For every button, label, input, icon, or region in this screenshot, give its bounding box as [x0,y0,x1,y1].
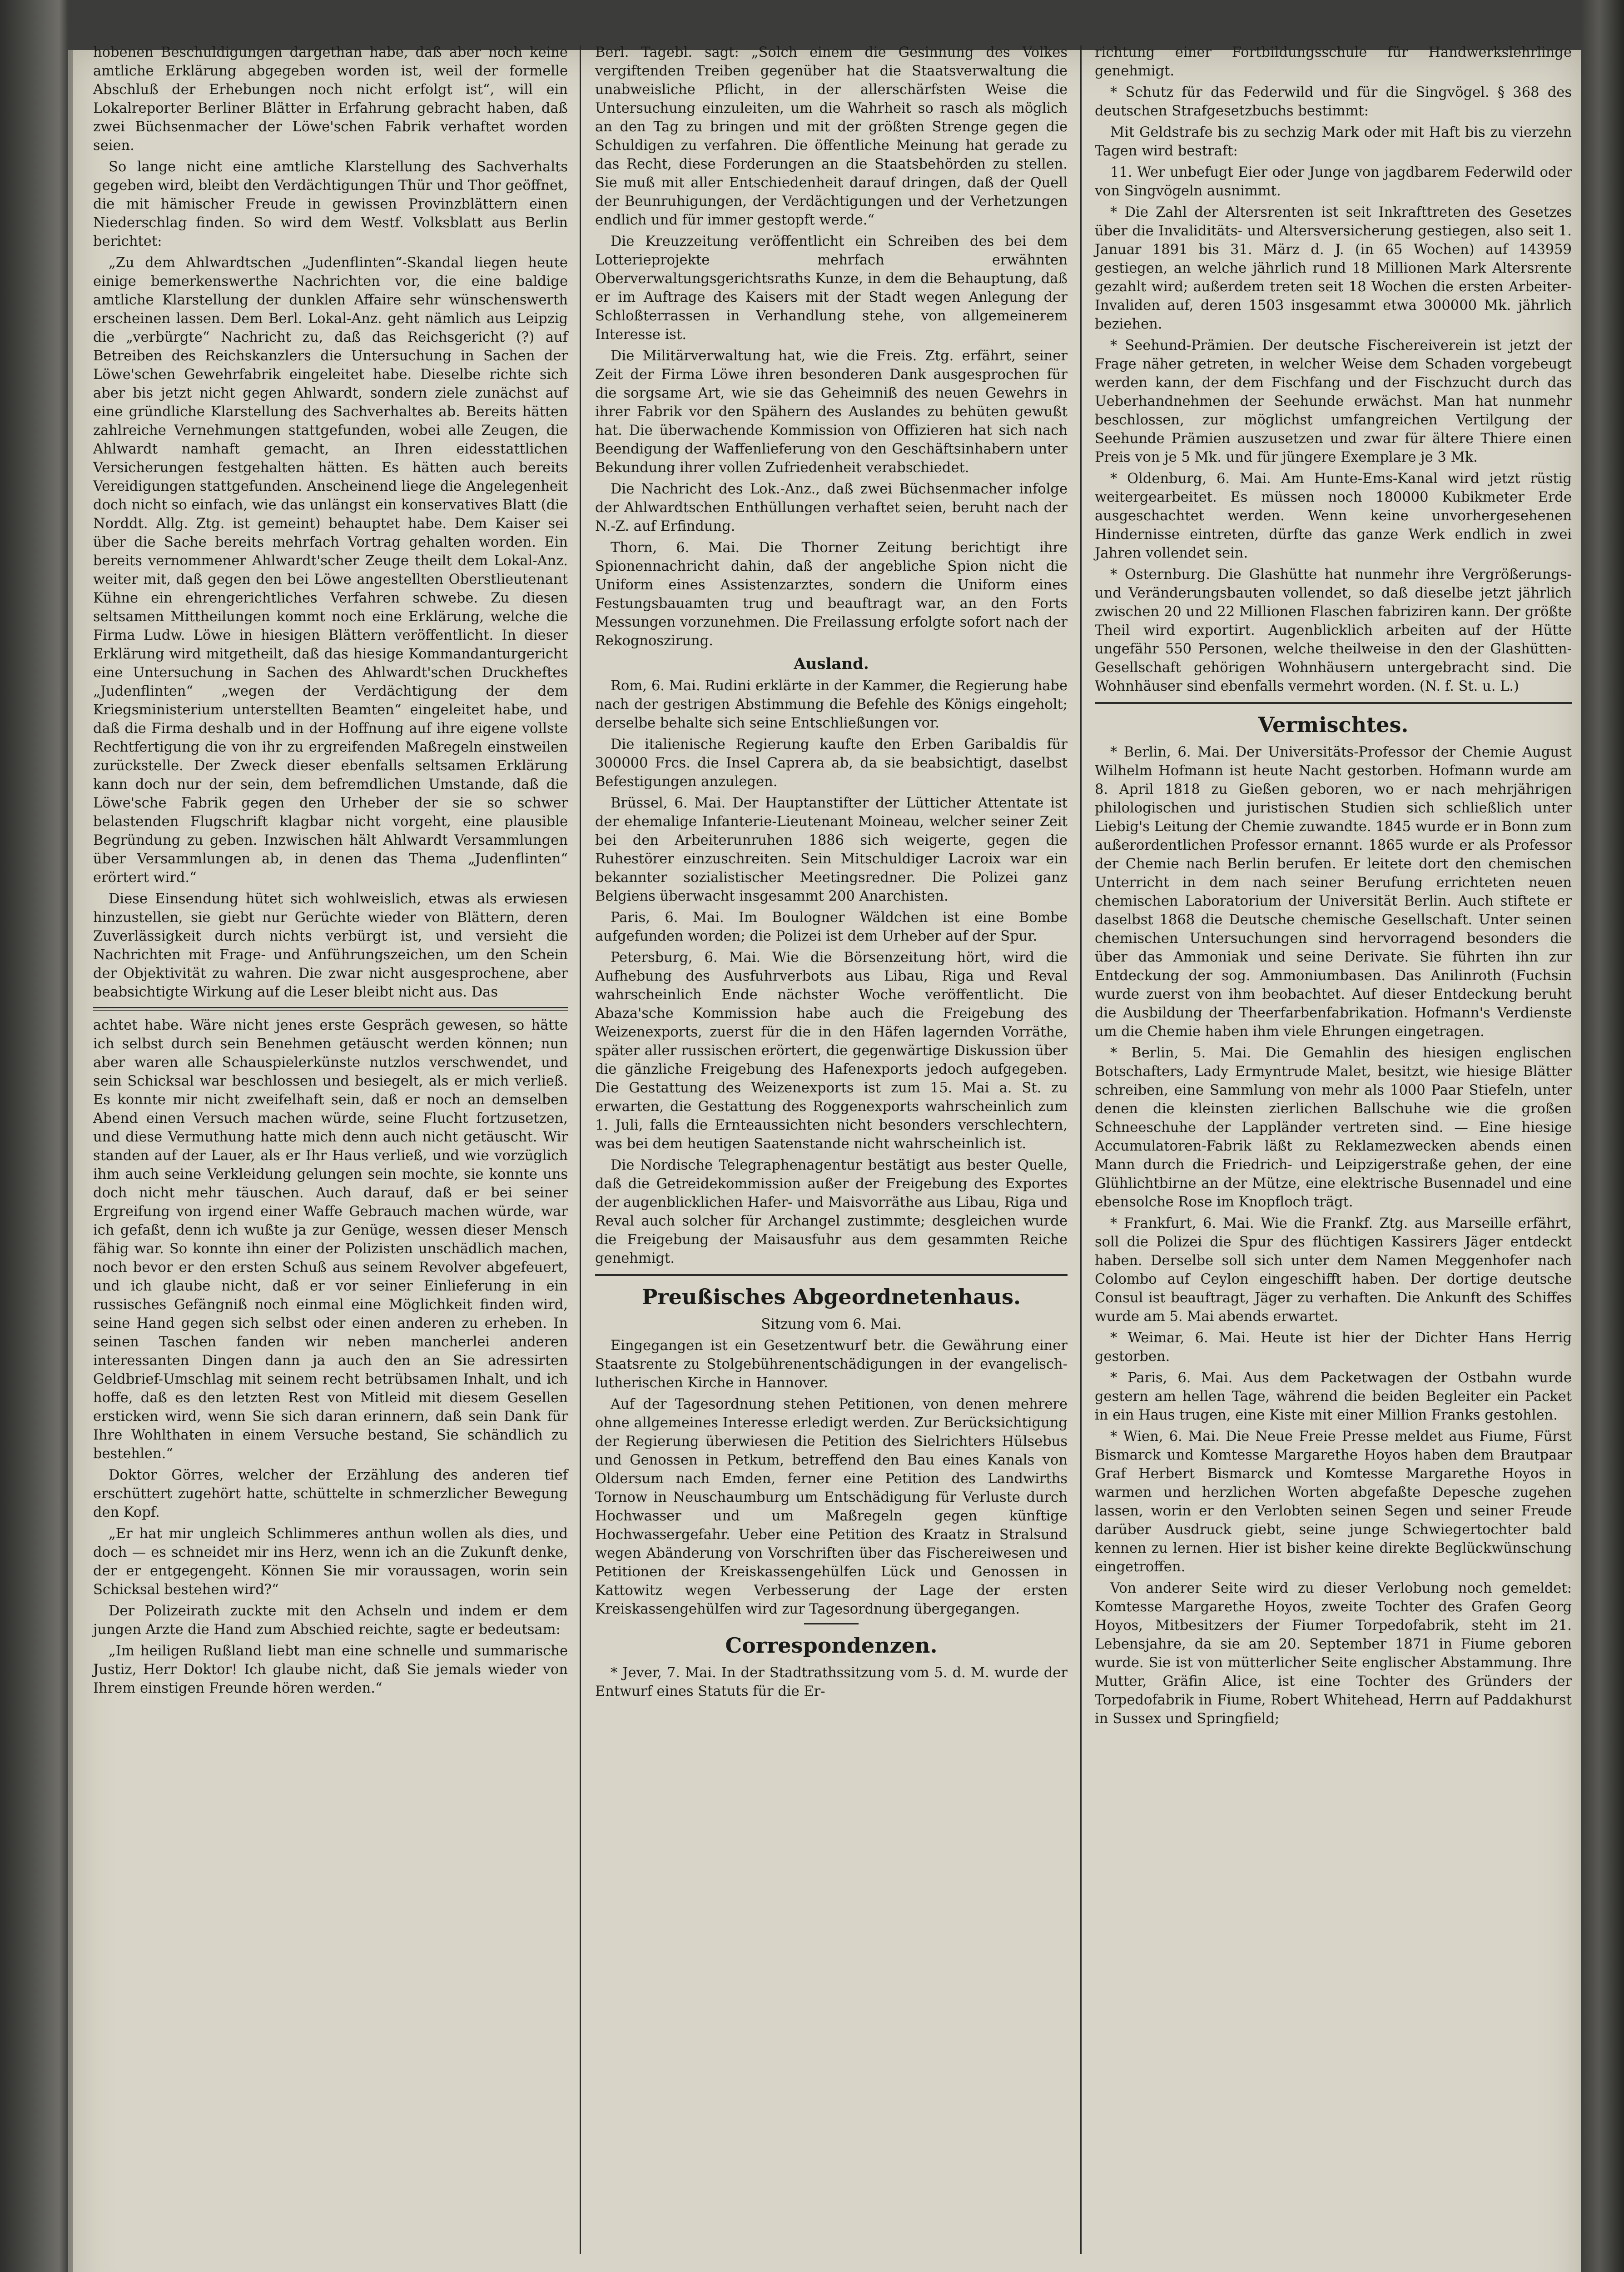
article-paragraph: Von anderer Seite wird zu dieser Verlobung noch gemeldet: Komtesse Margarethe Hoyos, zweite Tochter des Grafen Georg Hoyos, Mitbesitzers der Fiumer Torpedofabrik, steht im 21. Lebensjahre, da sie am 20. September 1871 in Fiume geboren wurde. Sie ist von mütterlicher Seite englischer Abstammung. Ihre Mutter, Gräfin Alice, ist eine Tochter des Gründers der Torpedofabrik in Fiume, Robert Whitehead, Herrn auf Paddakhurst in Sussex und Springfield; [1095,1580,1572,1727]
short-rule [804,1623,859,1624]
news-item-thorn: Thorn, 6. Mai. Die Thorner Zeitung berichtigt ihre Spionennachricht dahin, daß der angebliche Spion nicht die Uniform eines Assistenzarztes, sondern die Uniform eines Festungsbauamten trug und beauftragt war, an den Forts Messungen vorzunehmen. Die Freilassung erfolgte sofort nach der Rekognoszirung. [595,540,1068,649]
article-paragraph: Diese Einsendung hütet sich wohlweislich, etwas als erwiesen hinzustellen, sie giebt nur Gerüchte wieder von Blättern, deren Zuverlässigkeit durch nichts verbürgt ist, und versieht die Nachrichten mit Frage- und Anführungszeichen, um den Schein der Objektivität zu wahren. Die zwar nicht ausgesprochene, aber beabsichtigte Wirkung auf die Leser bleibt nicht aus. Das [93,891,568,1000]
article-paragraph: hobenen Beschuldigungen dargethan habe, daß aber noch keine amtliche Erklärung abgegeben worden ist, weil der formelle Abschluß der Erhebungen noch nicht erfolgt ist“, will ein Lokalreporter Berliner Blätter in Erfahrung gebracht haben, daß zwei Büchsenmacher der Löwe'schen Fabrik verhaftet worden seien. [93,45,568,154]
column-3 [1095,43,1572,2272]
news-item-paris: Paris, 6. Mai. Im Boulogner Wäldchen ist eine Bombe aufgefunden worden; die Polizei ist dem Urheber auf der Spur. [595,910,1068,944]
article-paragraph: Mit Geldstrafe bis zu sechzig Mark oder mit Haft bis zu vierzehn Tagen wird bestraft: [1095,125,1572,159]
article-paragraph: Die italienische Regierung kaufte den Erben Garibaldis für 300000 Frcs. die Insel Caprera ab, da sie beabsichtigt, daselbst Befestigungen anzulegen. [595,737,1068,790]
news-item-paris-ostbahn: * Paris, 6. Mai. Aus dem Packetwagen der Ostbahn wurde gestern am hellen Tage, während die beiden Begleiter ein Packet in ein Haus trugen, eine Kiste mit einer Million Franks gestohlen. [1095,1370,1572,1423]
section-divider [1095,702,1572,704]
article-paragraph: Die Nachricht des Lok.-Anz., daß zwei Büchsenmacher infolge der Ahlwardtschen Enthüllungen verhaftet seien, beruht nach der N.-Z. auf Erfindung. [595,481,1068,534]
feuilleton-paragraph: „Im heiligen Rußland liebt man eine schnelle und summarische Justiz, Herr Doktor! Ich glaube nicht, daß Sie jemals wieder von Ihrem einstigen Freunde hören werden.“ [93,1643,568,1696]
news-item-jever: * Jever, 7. Mai. In der Stadtrathssitzung vom 5. d. M. wurde der Entwurf eines Statuts für die Er- [595,1665,1068,1699]
section-heading-vermischtes: Vermischtes. [1258,712,1409,737]
section-divider [595,1274,1068,1276]
section-heading-ausland: Ausland. [794,655,869,673]
news-item-berlin-malet: * Berlin, 5. Mai. Die Gemahlin des hiesigen englischen Botschafters, Lady Ermyntrude Malet, besitzt, wie hiesige Blätter schreiben, eine Sammlung von mehr als 1000 Paar Stiefeln, unter denen die kleinsten zierlichen Ballschuhe wie die großen Schneeschuhe der Lappländer vertreten sind. — Eine hiesige Accumulatoren-Fabrik läßt zu Reklamezwecken abends einen Mann durch die Friedrich- und Leipzigerstraße gehen, der eine Glühlichtbirne an der Mütze, eine elektrische Busennadel und eine ebensolche Rose im Knopfloch trägt. [1095,1045,1572,1210]
column-rule-right [1080,45,1082,2254]
column-rule-left [580,45,581,2254]
column-1 [93,43,568,2272]
news-item-seehund: * Seehund-Prämien. Der deutsche Fischereiverein ist jetzt der Frage näher getreten, in welcher Weise dem Schaden vorgebeugt werden kann, der dem Fischfang und der Fischzucht durch das Ueberhandnehmen der Seehunde erwächst. Man hat nunmehr beschlossen, zur möglichst umfangreichen Vertilgung der Seehunde Prämien auszusetzen und zwar für ältere Thiere einen Preis von je 5 Mk. und für jüngere Exemplare je 3 Mk. [1095,338,1572,465]
news-item-federwild: * Schutz für das Federwild und für die Singvögel. § 368 des deutschen Strafgesetzbuchs bestimmt: [1095,85,1572,119]
news-item-osternburg: * Osternburg. Die Glashütte hat nunmehr ihre Vergrößerungs- und Veränderungsbauten vollendet, so daß dieselbe jetzt jährlich zwischen 20 und 22 Millionen Flaschen fabriziren kann. Der größte Theil wird exportirt. Augenblicklich arbeiten auf der Hütte ungefähr 550 Personen, welche theilweise in den der Glashütten-Gesellschaft gehörigen Wohnhäusern untergebracht sind. Die Wohnhäuser sind ebenfalls vermehrt worden. (N. f. St. u. L.) [1095,567,1572,694]
article-paragraph: Eingegangen ist ein Gesetzentwurf betr. die Gewährung einer Staatsrente zu Stolgebührenentschädigungen in der evangelisch-lutherischen Kirche in Hannover. [595,1338,1068,1391]
news-item-oldenburg: * Oldenburg, 6. Mai. Am Hunte-Ems-Kanal wird jetzt rüstig weitergearbeitet. Es müssen noch 180000 Kubikmeter Erde ausgeschachtet werden. Wenn keine unvorhergesehenen Hindernisse eintreten, dürfte das ganze Werk endlich in zwei Jahren vollendet sein. [1095,471,1572,561]
news-item-berlin-hofmann: * Berlin, 6. Mai. Der Universitäts-Professor der Chemie August Wilhelm Hofmann ist heute Nacht gestorben. Hofmann wurde am 8. April 1818 zu Gießen geboren, wo er nach mehrjährigen philologischen und juristischen Studien sich schließlich unter Liebig's Leitung der Chemie zuwandte. 1845 wurde er in Bonn zum außerordentlichen Professor ernannt. 1865 wurde er als Professor der Chemie nach Berlin berufen. Er leitete dort den chemischen Unterricht in dem nach seiner Berufung errichteten neuen chemischen Laboratorium der Universität Berlin. Auch stiftete er daselbst 1868 die Deutsche chemische Gesellschaft. Unter seinen chemischen Untersuchungen sind hervorragend besonders die über das Ammoniak und seine Derivate. Sie führten ihn zur Entdeckung der sog. Ammoniumbasen. Das Anilinroth (Fuchsin wurde zuerst von ihm beobachtet. Auf dieser Entdeckung beruht die Ausbildung der Theerfarbenfabrikation. Hofmann's Verdienste um die Chemie haben ihm viele Ehrungen eingetragen. [1095,744,1572,1040]
news-item-wien: * Wien, 6. Mai. Die Neue Freie Presse meldet aus Fiume, Fürst Bismarck und Komtesse Margarethe Hoyos haben dem Brautpaar Graf Herbert Bismarck und Komtesse Margarethe Hoyos in warmen und herzlichen Worten abgefaßte Depesche zugehen lassen, worin er den Verlobten seinen Segen und seiner Freude darüber Ausdruck giebt, seine junge Schwiegertochter bald kennen zu lernen. Hier ist bisher keine direkte Beglückwünschung eingetroffen. [1095,1429,1572,1575]
feuilleton-paragraph: „Er hat mir ungleich Schlimmeres anthun wollen als dies, und doch — es schneidet mir ins Herz, wenn ich an die Zukunft denke, der er entgegengeht. Können Sie mir voraussagen, worin sein Schicksal bestehen wird?“ [93,1526,568,1598]
feuilleton-paragraph: Der Polizeirath zuckte mit den Achseln und indem er dem jungen Arzte die Hand zum Abschied reichte, sagte er bedeutsam: [93,1603,568,1638]
news-item-bruessel: Brüssel, 6. Mai. Der Hauptanstifter der Lütticher Attentate ist der ehemalige Infanterie-Lieutenant Moineau, welcher seiner Zeit bei den Arbeiterunruhen 1886 sich weigerte, gegen die Ruhestörer einzuschreiten. Sein Mitschuldiger Lacroix war ein bekannter sozialistischer Meetingsredner. Die Polizei ganz Belgiens überwacht insgesammt 200 Anarchisten. [595,795,1068,904]
section-heading-abgeordnetenhaus: Preußisches Abgeordnetenhaus. [641,1285,1021,1309]
session-subheading: Sitzung vom 6. Mai. [761,1316,902,1332]
news-item-frankfurt: * Frankfurt, 6. Mai. Wie die Frankf. Ztg. aus Marseille erfährt, soll die Polizei die Spur des flüchtigen Kassirers Jäger entdeckt haben. Derselbe soll sich unter dem Namen Meggenhofer nach Colombo auf Ceylon eingeschifft haben. Der dortige deutsche Consul ist beauftragt, Jäger zu verhaften. Die Ankunft des Schiffes wurde am 5. Mai abends erwartet. [1095,1216,1572,1325]
news-item-weimar: * Weimar, 6. Mai. Heute ist hier der Dichter Hans Herrig gestorben. [1095,1330,1572,1365]
news-item-altersrenten: * Die Zahl der Altersrenten ist seit Inkrafttreten des Gesetzes über die Invaliditäts- und Altersversicherung gestiegen, also seit 1. Januar 1891 bis 31. März d. J. (in 65 Wochen) auf 143959 gestiegen, an welche jährlich rund 18 Millionen Mark Altersrente gezahlt wird; außerdem treten seit 18 Wochen die ersten Arbeiter-Invaliden auf, deren 1503 insgesammt etwa 300000 Mk. jährlich beziehen. [1095,204,1572,332]
news-item-petersburg: Petersburg, 6. Mai. Wie die Börsenzeitung hört, wird die Aufhebung des Ausfuhrverbots aus Libau, Riga und Reval wahrscheinlich Ende nächster Woche veröffentlicht. Die Abaza'sche Kommission habe auch die Freigebung des Weizenexports, zuerst für die in den Häfen lagernden Vorräthe, später aller russischen erörtert, die gegenwärtige Diskussion über die gänzliche Freigebung des Hafenexports jedoch aufgegeben. Die Gestattung des Weizenexports ist zum 15. Mai a. St. zu erwarten, die Gestattung des Roggenexports wahrscheinlich zum 1. Juli, falls die Ernteaussichten nicht besonders verschlechtern, was bei dem heutigen Saatenstande nicht wahrscheinlich ist. [595,950,1068,1152]
feuilleton-paragraph: achtet habe. Wäre nicht jenes erste Gespräch gewesen, so hätte ich selbst durch sein Benehmen getäuscht werden können; nun aber waren alle Schauspielerkünste nutzlos verschwendet, und sein Schicksal war beschlossen und besiegelt, als er mich verließ. Es konnte mir nicht zweifelhaft sein, daß er noch an demselben Abend einen Versuch machen würde, seine Flucht fortzusetzen, und diese Vermuthung hatte mich denn auch nicht getäuscht. Wir standen auf der Lauer, als er Ihr Haus verließ, und wie vorzüglich ihm auch seine Verkleidung gelungen sein mochte, sie konnte uns doch nicht mehr täuschen. Auch darauf, daß er bei seiner Ergreifung von irgend einer Waffe Gebrauch machen würde, war ich gefaßt, denn ich wußte ja zur Genüge, wessen dieser Mensch fähig war. So konnte ihn einer der Polizisten unschädlich machen, noch bevor er den ersten Schuß aus seinem Revolver abgefeuert, und ich glaube nicht, daß er vor seiner Einlieferung in ein russisches Gefängniß noch einmal eine Möglichkeit finden wird, seine Hand gegen sich selbst oder einen anderen zu erheben. In seinen Taschen fanden wir neben mancherlei anderen interessanten Dingen dann ja auch den an Sie adressirten Geldbrief-Umschlag mit seinem recht betrübsamen Inhalt, und ich hoffe, daß es den letzten Rest von Mitleid mit diesem Gesellen ersticken wird, wenn Sie sich daran erinnern, daß sein Dank für Ihre Wohlthaten in einem Versuche bestand, Sie schändlich zu bestehlen.“ [93,1017,568,1462]
article-quote: „Zu dem Ahlwardtschen „Judenflinten“-Skandal liegen heute einige bemerkenswerthe Nachrichten vor, die eine baldige amtliche Klarstellung der dunklen Affaire sehr wünschenswerth erscheinen lassen. Dem Berl. Lokal-Anz. geht nämlich aus Leipzig die „verbürgte“ Nachricht zu, daß das Reichsgericht (?) auf Betreiben des Reichskanzlers die Untersuchung in Sachen der Löwe'schen Gewehrfabrik eingeleitet habe. Dieselbe richte sich aber bis jetzt nicht gegen Ahlwardt, sondern ziele zunächst auf eine gründliche Klarstellung des Sachverhaltes ab. Bereits hätten zahlreiche Vernehmungen stattgefunden, wobei alle Zeugen, die Ahlwardt namhaft gemacht, an Ihren eidesstattlichen Versicherungen festgehalten hätten. Es hätten auch bereits Vereidigungen stattgefunden. Anscheinend liege die Angelegenheit doch nicht so einfach, wie das unlängst ein konservatives Blatt (die Norddt. Allg. Ztg. ist gemeint) behauptet habe. Dem Kaiser sei über die Sache bereits mehrfach Vortrag gehalten worden. Ein bereits vernommener Ahlwardt'scher Zeuge theilt dem Lokal-Anz. weiter mit, daß gegen den bei Löwe angestellten Oberstlieutenant Kühne ein ehrengerichtliches Verfahren schwebe. Zu diesen seltsamen Mittheilungen kommt noch eine Erklärung, welche die Firma Ludw. Löwe in hiesigen Blättern veröffentlicht. In dieser Erklärung wird mitgetheilt, daß das hiesige Kommandanturgericht eine Untersuchung in Sachen des Ahlwardt'schen Druckheftes „Judenflinten“ „wegen der Verdächtigung der dem Kriegsministerium unterstellten Beamten“ eingeleitet habe, und daß die Firma deshalb und in der Hoffnung auf ihre eigene vollste Rechtfertigung die von ihr zu ergreifenden Maßregeln einstweilen zurückstelle. Der Zweck dieser ebenfalls seltsamen Erklärung kann doch nur der sein, dem befremdlichen Umstande, daß die Löwe'sche Fabrik gegen den Urheber der sie so schwer belastenden Flugschrift klagbar nicht vorgeht, eine plausible Begründung zu geben. Inzwischen hält Ahlwardt Versammlungen über Versammlungen ab, in denen das Thema „Judenflinten“ erörtert wird.“ [93,255,568,886]
section-heading-correspondenzen: Correspondenzen. [725,1633,938,1658]
article-paragraph: Auf der Tagesordnung stehen Petitionen, von denen mehrere ohne allgemeines Interesse erledigt werden. Zur Berücksichtigung der Regierung überwiesen die Petition des Sielrichters Hülsebus und Genossen in Petkum, betreffend den Bau eines Kanals von Oldersum nach Emden, ferner eine Petition des Landwirths Tornow in Neuschaumburg um Entschädigung für Verluste durch Hochwasser und um Maßregeln gegen künftige Hochwassergefahr. Ueber eine Petition des Kraatz in Stralsund wegen Abänderung von Vorschriften über das Fischereiwesen und Petitionen der Kreiskassengehülfen Lück und Genossen in Kattowitz wegen Verbesserung der Lage der ersten Kreiskassengehülfen wird zur Tagesordnung übergegangen. [595,1396,1068,1617]
article-paragraph: richtung einer Fortbildungsschule für Handwerkslehrlinge genehmigt. [1095,45,1572,79]
article-paragraph: Die Kreuzzeitung veröffentlicht ein Schreiben des bei dem Lotterieprojekte mehrfach erwähnten Oberverwaltungsgerichtsraths Kunze, in dem die Behauptung, daß er im Auftrage des Kaisers mit der Stadt wegen Anlegung der Schloßterrassen in Verhandlung stehe, von allgemeinerem Interesse ist. [595,234,1068,343]
column-2 [595,43,1068,2272]
article-paragraph: So lange nicht eine amtliche Klarstellung des Sachverhalts gegeben wird, bleibt den Verdächtigungen Thür und Thor geöffnet, die mit hämischer Freude in gewissen Provinzblättern einen Niederschlag finden. So wird dem Westf. Volksblatt aus Berlin berichtet: [93,159,568,249]
article-paragraph: 11. Wer unbefugt Eier oder Junge von jagdbarem Federwild oder von Singvögeln ausnimmt. [1095,164,1572,199]
article-paragraph: Berl. Tagebl. sagt: „Solch einem die Gesinnung des Volkes vergiftenden Treiben gegenüber hat die Staatsverwaltung die unabweisliche Pflicht, in der allerschärfsten Weise die Untersuchung einzuleiten, um die Wahrheit so rasch als möglich an den Tag zu bringen und mit der größten Strenge gegen die Schuldigen zu verfahren. Die öffentliche Meinung hat gerade zu das Recht, diese Forderungen an die Staatsbehörden zu stellen. Sie muß mit aller Entschiedenheit darauf dringen, daß der Quell der Beunruhigungen, der Verdächtigungen und der Verhetzungen endlich und für immer gestopft werde.“ [595,45,1068,228]
article-paragraph: Die Nordische Telegraphenagentur bestätigt aus bester Quelle, daß die Getreidekommission außer der Freigebung des Exportes der augenblicklichen Hafer- und Maisvorräthe aus Libau, Riga und Reval auch solcher für Archangel zustimmte; desgleichen wurde die Freigebung der Maisausfuhr aus dem gesammten Reiche genehmigt. [595,1157,1068,1266]
feuilleton-paragraph: Doktor Görres, welcher der Erzählung des anderen tief erschüttert zugehört hatte, schüttelte in schmerzlicher Bewegung den Kopf. [93,1467,568,1520]
feuilleton-divider [93,1007,568,1011]
article-paragraph: Die Militärverwaltung hat, wie die Freis. Ztg. erfährt, seiner Zeit der Firma Löwe ihren besonderen Dank ausgesprochen für die sorgsame Art, wie sie das Geheimniß des neuen Gewehrs in ihrer Fabrik vor den Spähern des Auslandes zu behüten gewußt hat. Die überwachende Kommission von Offizieren hat sich nach Beendigung der Waffenlieferung von den Geschäftsinhabern unter Bekundung ihrer vollen Zufriedenheit verabschiedet. [595,348,1068,476]
news-item-rom: Rom, 6. Mai. Rudini erklärte in der Kammer, die Regierung habe nach der gestrigen Abstimmung die Befehle des Königs eingeholt; derselbe behalte sich seine Entschließungen vor. [595,678,1068,731]
